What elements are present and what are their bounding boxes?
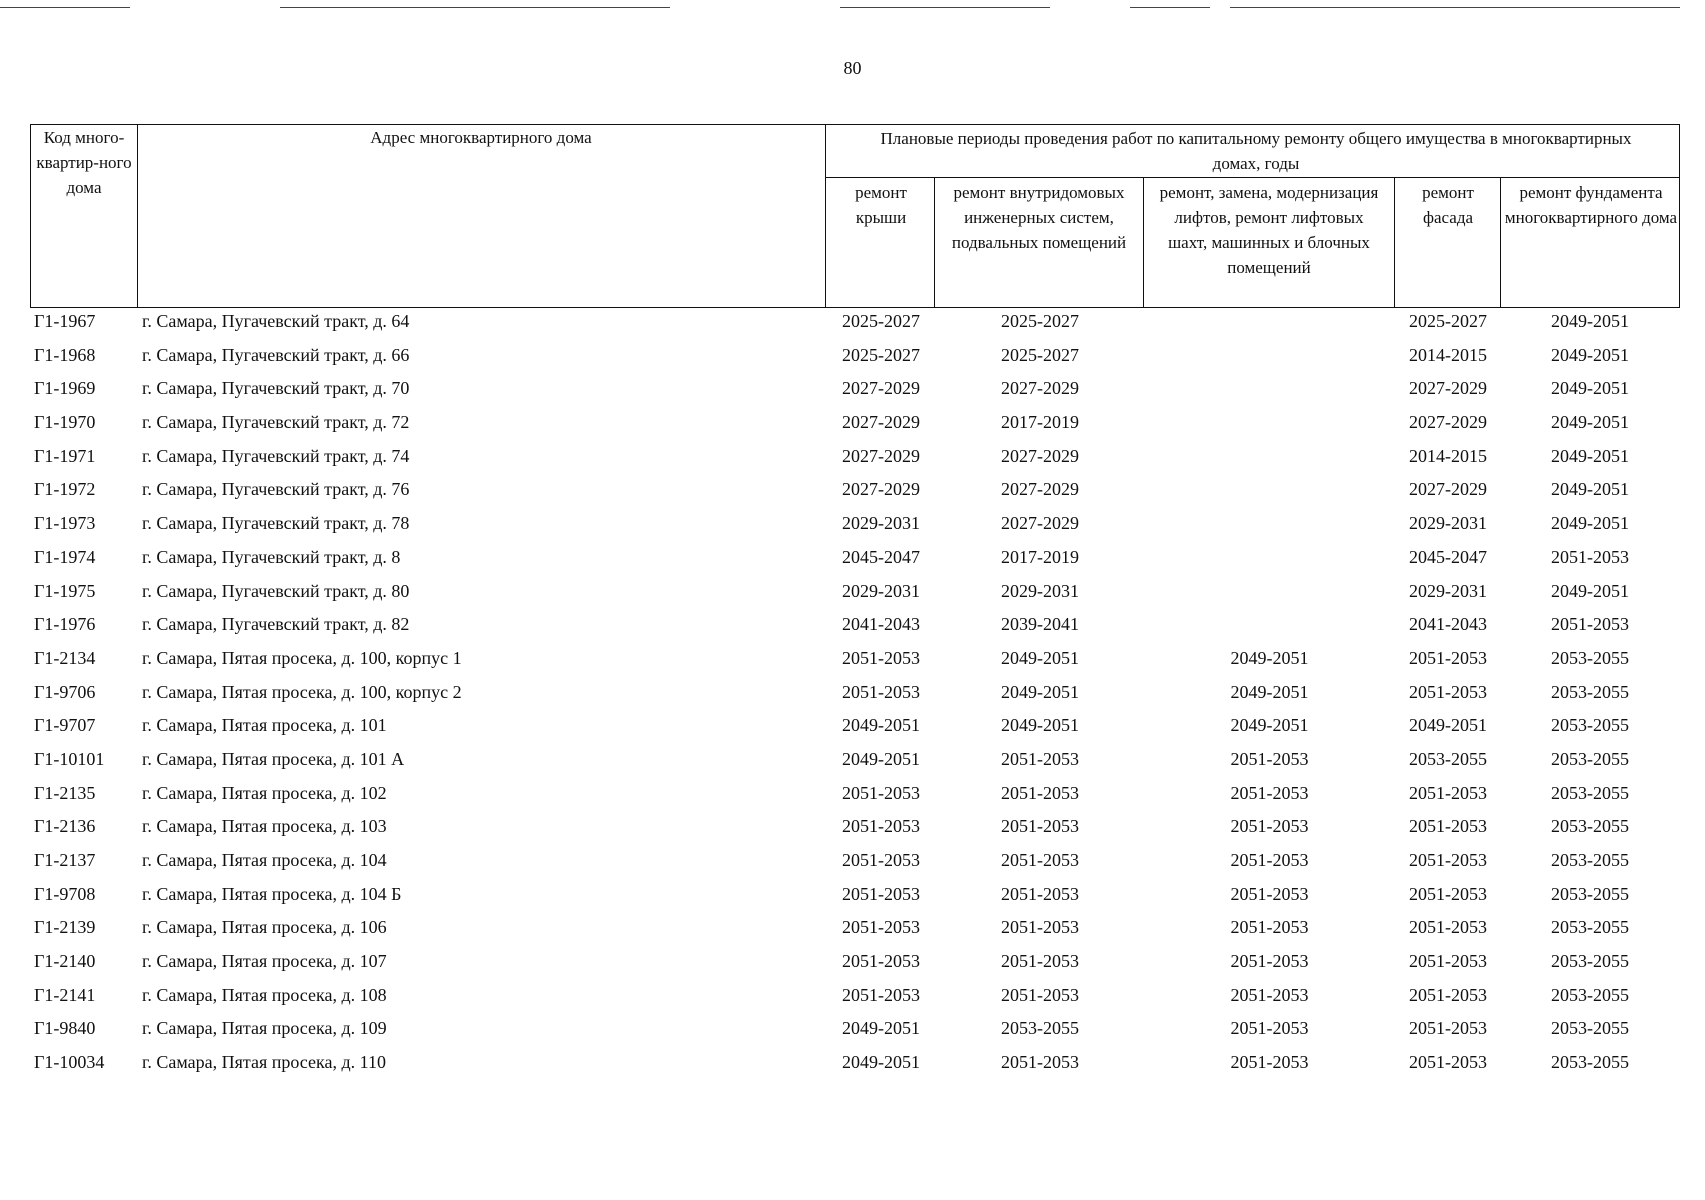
- cell-foundation: 2049-2051: [1551, 344, 1629, 365]
- top-scan-line: [0, 7, 130, 8]
- cell-roof: 2025-2027: [842, 344, 920, 365]
- cell-roof: 2051-2053: [842, 816, 920, 837]
- cell-code: Г1-9708: [34, 883, 96, 904]
- cell-foundation: 2053-2055: [1551, 715, 1629, 736]
- cell-roof: 2051-2053: [842, 951, 920, 972]
- cell-lifts: 2051-2053: [1230, 782, 1309, 803]
- cell-facade: 2051-2053: [1409, 951, 1487, 972]
- cell-code: Г1-1973: [34, 513, 96, 534]
- cell-facade: 2014-2015: [1409, 445, 1487, 466]
- cell-foundation: 2053-2055: [1551, 951, 1629, 972]
- column-divider: [825, 125, 826, 307]
- cell-roof: 2027-2029: [842, 479, 920, 500]
- table-row: [30, 375, 1680, 409]
- cell-roof: 2051-2053: [842, 917, 920, 938]
- cell-foundation: 2049-2051: [1551, 479, 1629, 500]
- cell-foundation: 2053-2055: [1551, 1018, 1629, 1039]
- cell-code: Г1-2140: [34, 951, 96, 972]
- top-scan-line: [1130, 7, 1210, 8]
- cell-facade: 2027-2029: [1409, 378, 1487, 399]
- cell-roof: 2049-2051: [842, 715, 920, 736]
- cell-foundation: 2053-2055: [1551, 681, 1629, 702]
- cell-facade: 2051-2053: [1409, 1052, 1487, 1073]
- cell-systems: 2027-2029: [1001, 378, 1079, 399]
- cell-facade: 2051-2053: [1409, 917, 1487, 938]
- cell-address: г. Самара, Пятая просека, д. 101: [142, 715, 387, 736]
- header-systems: ремонт внутридомовых инженерных систем, подвальных помещений: [951, 183, 1127, 252]
- cell-systems: 2051-2053: [1001, 850, 1079, 870]
- cell-roof: 2027-2029: [842, 445, 920, 466]
- cell-foundation: 2051-2053: [1551, 546, 1629, 567]
- cell-code: Г1-1967: [34, 311, 96, 331]
- cell-facade: 2049-2051: [1409, 715, 1487, 736]
- top-scan-line: [840, 7, 1050, 8]
- table-row: [30, 578, 1680, 612]
- cell-roof: 2027-2029: [842, 378, 920, 399]
- cell-facade: 2051-2053: [1409, 850, 1487, 870]
- cell-code: Г1-10101: [34, 748, 105, 769]
- cell-systems: 2053-2055: [1001, 1018, 1079, 1039]
- cell-roof: 2051-2053: [842, 883, 920, 904]
- cell-address: г. Самара, Пугачевский тракт, д. 8: [142, 546, 401, 567]
- cell-address: г. Самара, Пугачевский тракт, д. 80: [142, 580, 410, 601]
- cell-lifts: 2051-2053: [1230, 917, 1309, 938]
- header-roof: ремонт крыши: [855, 183, 907, 227]
- cell-facade: 2051-2053: [1409, 816, 1487, 837]
- cell-address: г. Самара, Пятая просека, д. 108: [142, 984, 387, 1005]
- cell-systems: 2027-2029: [1001, 513, 1079, 534]
- cell-code: Г1-2141: [34, 984, 96, 1005]
- cell-lifts: 2049-2051: [1230, 715, 1309, 736]
- cell-foundation: 2053-2055: [1551, 1052, 1629, 1073]
- cell-foundation: 2053-2055: [1551, 748, 1629, 769]
- cell-facade: 2029-2031: [1409, 513, 1487, 534]
- cell-lifts: 2051-2053: [1230, 984, 1309, 1005]
- table-body: [30, 308, 1680, 1083]
- cell-address: г. Самара, Пятая просека, д. 106: [142, 917, 387, 938]
- cell-address: г. Самара, Пятая просека, д. 104 Б: [142, 883, 402, 904]
- cell-systems: 2051-2053: [1001, 748, 1079, 769]
- cell-address: г. Самара, Пугачевский тракт, д. 76: [142, 479, 410, 500]
- cell-foundation: 2049-2051: [1551, 513, 1629, 534]
- table-row: [30, 847, 1680, 881]
- table-row: [30, 982, 1680, 1016]
- column-divider: [1394, 178, 1395, 307]
- table-row: [30, 948, 1680, 982]
- cell-systems: 2025-2027: [1001, 311, 1079, 331]
- cell-address: г. Самара, Пятая просека, д. 103: [142, 816, 387, 837]
- cell-roof: 2051-2053: [842, 647, 920, 668]
- cell-address: г. Самара, Пугачевский тракт, д. 70: [142, 378, 410, 399]
- header-code: Код много-квартир-ного дома: [36, 128, 132, 197]
- cell-systems: 2051-2053: [1001, 1052, 1079, 1073]
- cell-roof: 2049-2051: [842, 1018, 920, 1039]
- cell-systems: 2025-2027: [1001, 344, 1079, 365]
- page-number: 80: [843, 58, 862, 78]
- column-divider: [1143, 178, 1144, 307]
- cell-foundation: 2051-2053: [1551, 614, 1629, 635]
- cell-facade: 2051-2053: [1409, 984, 1487, 1005]
- cell-roof: 2049-2051: [842, 748, 920, 769]
- cell-code: Г1-9707: [34, 715, 96, 736]
- cell-facade: 2053-2055: [1409, 748, 1487, 769]
- cell-lifts: 2051-2053: [1230, 883, 1309, 904]
- cell-address: г. Самара, Пятая просека, д. 100, корпус 1: [142, 647, 462, 668]
- cell-address: г. Самара, Пугачевский тракт, д. 74: [142, 445, 410, 466]
- cell-address: г. Самара, Пугачевский тракт, д. 72: [142, 412, 410, 433]
- cell-address: г. Самара, Пугачевский тракт, д. 82: [142, 614, 410, 635]
- cell-facade: 2051-2053: [1409, 1018, 1487, 1039]
- cell-code: Г1-2139: [34, 917, 96, 938]
- header-lifts: ремонт, замена, модернизация лифтов, ремонт лифтовых шахт, машинных и блочных помещений: [1159, 183, 1379, 277]
- table-row: [30, 712, 1680, 746]
- cell-facade: 2051-2053: [1409, 681, 1487, 702]
- cell-facade: 2014-2015: [1409, 344, 1487, 365]
- cell-roof: 2051-2053: [842, 850, 920, 870]
- cell-systems: 2039-2041: [1001, 614, 1079, 635]
- cell-code: Г1-2136: [34, 816, 96, 837]
- cell-foundation: 2053-2055: [1551, 647, 1629, 668]
- cell-address: г. Самара, Пятая просека, д. 110: [142, 1052, 386, 1073]
- cell-facade: 2051-2053: [1409, 647, 1487, 668]
- cell-code: Г1-2134: [34, 647, 96, 668]
- cell-lifts: 2051-2053: [1230, 951, 1309, 972]
- cell-address: г. Самара, Пятая просека, д. 109: [142, 1018, 387, 1039]
- table-row: [30, 881, 1680, 915]
- table-row: [30, 443, 1680, 477]
- header-facade: ремонт фасада: [1422, 183, 1474, 227]
- cell-lifts: 2049-2051: [1230, 681, 1309, 702]
- group-divider: [825, 177, 1679, 178]
- cell-foundation: 2053-2055: [1551, 816, 1629, 837]
- table-row: [30, 342, 1680, 376]
- cell-lifts: 2049-2051: [1230, 647, 1309, 668]
- cell-code: Г1-1971: [34, 445, 96, 466]
- cell-code: Г1-2137: [34, 850, 96, 870]
- cell-foundation: 2049-2051: [1551, 580, 1629, 601]
- cell-roof: 2051-2053: [842, 984, 920, 1005]
- table-row: [30, 780, 1680, 814]
- cell-facade: 2027-2029: [1409, 479, 1487, 500]
- cell-roof: 2025-2027: [842, 311, 920, 331]
- cell-lifts: 2051-2053: [1230, 1018, 1309, 1039]
- cell-address: г. Самара, Пятая просека, д. 101 А: [142, 748, 405, 769]
- cell-code: Г1-1972: [34, 479, 96, 500]
- cell-roof: 2029-2031: [842, 580, 920, 601]
- table-row: [30, 308, 1680, 342]
- cell-facade: 2051-2053: [1409, 883, 1487, 904]
- cell-address: г. Самара, Пугачевский тракт, д. 66: [142, 344, 410, 365]
- cell-address: г. Самара, Пятая просека, д. 100, корпус 2: [142, 681, 462, 702]
- cell-systems: 2051-2053: [1001, 984, 1079, 1005]
- cell-systems: 2049-2051: [1001, 647, 1079, 668]
- table-row: [30, 1015, 1680, 1049]
- cell-lifts: 2051-2053: [1230, 816, 1309, 837]
- cell-address: г. Самара, Пятая просека, д. 102: [142, 782, 387, 803]
- cell-code: Г1-1968: [34, 344, 96, 365]
- cell-code: Г1-9706: [34, 681, 96, 702]
- cell-address: г. Самара, Пугачевский тракт, д. 64: [142, 311, 410, 331]
- cell-facade: 2025-2027: [1409, 311, 1487, 331]
- cell-systems: 2049-2051: [1001, 681, 1079, 702]
- cell-roof: 2045-2047: [842, 546, 920, 567]
- header-foundation: ремонт фундамента многоквартирного дома: [1504, 183, 1678, 227]
- cell-code: Г1-9840: [34, 1018, 96, 1039]
- table-row: [30, 914, 1680, 948]
- column-divider: [934, 178, 935, 307]
- cell-foundation: 2049-2051: [1551, 311, 1629, 331]
- top-scan-line: [1230, 7, 1680, 8]
- cell-roof: 2051-2053: [842, 782, 920, 803]
- cell-systems: 2051-2053: [1001, 951, 1079, 972]
- cell-foundation: 2049-2051: [1551, 445, 1629, 466]
- cell-lifts: 2051-2053: [1230, 850, 1309, 870]
- cell-code: Г1-1969: [34, 378, 96, 399]
- cell-systems: 2017-2019: [1001, 412, 1079, 433]
- table-row: [30, 510, 1680, 544]
- cell-code: Г1-2135: [34, 782, 96, 803]
- cell-systems: 2017-2019: [1001, 546, 1079, 567]
- cell-systems: 2051-2053: [1001, 917, 1079, 938]
- cell-address: г. Самара, Пятая просека, д. 104: [142, 850, 387, 870]
- table-row: [30, 476, 1680, 510]
- cell-systems: 2049-2051: [1001, 715, 1079, 736]
- cell-systems: 2027-2029: [1001, 479, 1079, 500]
- column-divider: [1500, 178, 1501, 307]
- cell-systems: 2029-2031: [1001, 580, 1079, 601]
- cell-systems: 2051-2053: [1001, 782, 1079, 803]
- cell-roof: 2027-2029: [842, 412, 920, 433]
- cell-address: г. Самара, Пятая просека, д. 107: [142, 951, 387, 972]
- top-scan-line: [280, 7, 670, 8]
- cell-code: Г1-1975: [34, 580, 96, 601]
- table-row: [30, 746, 1680, 780]
- table-header: [30, 124, 1680, 308]
- cell-roof: 2029-2031: [842, 513, 920, 534]
- cell-code: Г1-1970: [34, 412, 96, 433]
- cell-facade: 2051-2053: [1409, 782, 1487, 803]
- table-row: [30, 611, 1680, 645]
- cell-foundation: 2053-2055: [1551, 782, 1629, 803]
- table-row: [30, 544, 1680, 578]
- cell-foundation: 2053-2055: [1551, 984, 1629, 1005]
- cell-facade: 2029-2031: [1409, 580, 1487, 601]
- cell-foundation: 2053-2055: [1551, 917, 1629, 938]
- cell-systems: 2051-2053: [1001, 883, 1079, 904]
- cell-foundation: 2053-2055: [1551, 883, 1629, 904]
- cell-facade: 2041-2043: [1409, 614, 1487, 635]
- table-row: [30, 409, 1680, 443]
- header-group: Плановые периоды проведения работ по капитальному ремонту общего имущества в многоквартирных домах, годы: [880, 129, 1632, 173]
- cell-facade: 2045-2047: [1409, 546, 1487, 567]
- cell-address: г. Самара, Пугачевский тракт, д. 78: [142, 513, 410, 534]
- header-address: Адрес многоквартирного дома: [370, 128, 592, 147]
- cell-foundation: 2053-2055: [1551, 850, 1629, 870]
- cell-roof: 2041-2043: [842, 614, 920, 635]
- cell-code: Г1-10034: [34, 1052, 105, 1073]
- cell-systems: 2027-2029: [1001, 445, 1079, 466]
- cell-code: Г1-1974: [34, 546, 96, 567]
- table-row: [30, 813, 1680, 847]
- cell-roof: 2049-2051: [842, 1052, 920, 1073]
- table-row: [30, 679, 1680, 713]
- cell-code: Г1-1976: [34, 614, 96, 635]
- cell-foundation: 2049-2051: [1551, 412, 1629, 433]
- table-row: [30, 1049, 1680, 1083]
- cell-foundation: 2049-2051: [1551, 378, 1629, 399]
- table-row: [30, 645, 1680, 679]
- cell-lifts: 2051-2053: [1230, 1052, 1309, 1073]
- column-divider: [137, 125, 138, 307]
- cell-lifts: 2051-2053: [1230, 748, 1309, 769]
- cell-systems: 2051-2053: [1001, 816, 1079, 837]
- cell-facade: 2027-2029: [1409, 412, 1487, 433]
- cell-roof: 2051-2053: [842, 681, 920, 702]
